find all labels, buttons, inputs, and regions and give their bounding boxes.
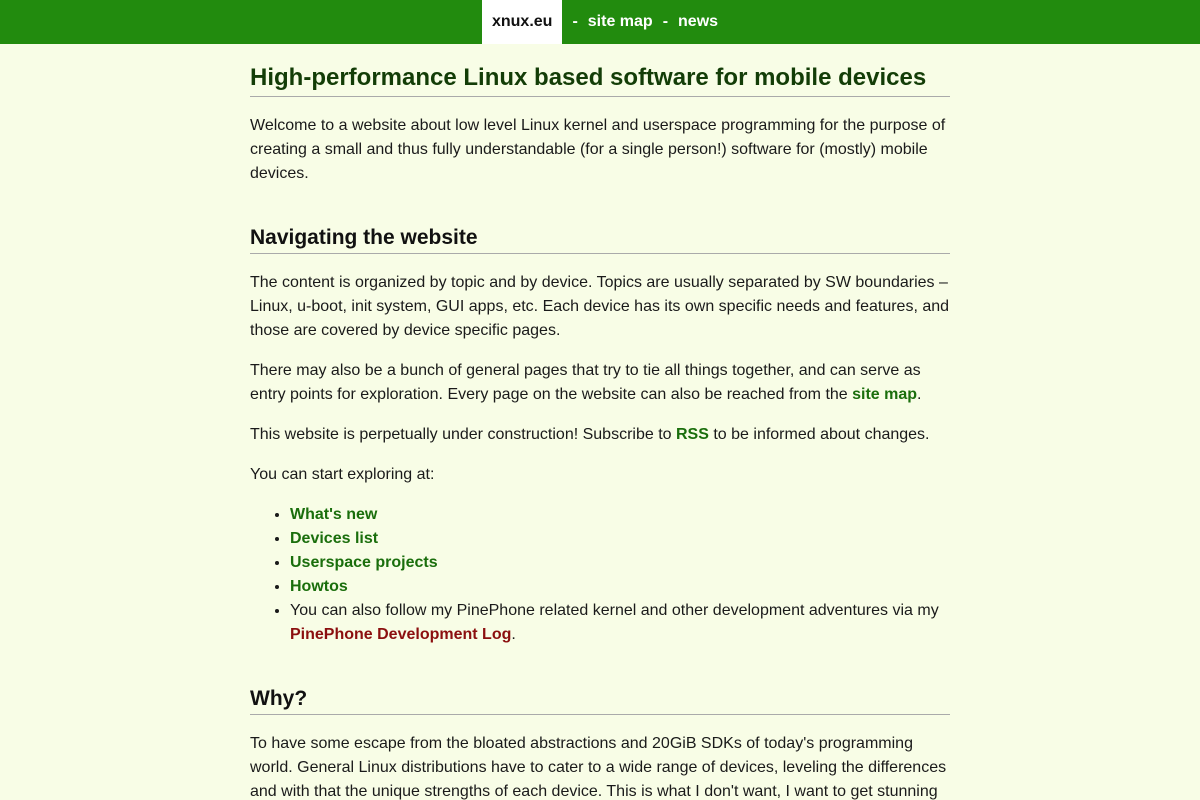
list-item: [290, 575, 950, 599]
sitemap-paragraph-text: There may also be a bunch of general pages that try to tie all things together, and can serve as entry points for exploration. Every page on the website can also be reached from the: [250, 362, 921, 403]
explore-list: [250, 503, 950, 647]
rss-paragraph: [250, 423, 950, 447]
heading-navigating: Navigating the website: [250, 225, 950, 254]
intro-paragraph: Welcome to a website about low level Linux kernel and userspace programming for the purpose of creating a small and thus fully understandable (for a single person!) software for (mostly) mobile devices.: [250, 117, 946, 182]
whats-new-link[interactable]: What's new: [290, 506, 378, 523]
rss-paragraph-end: to be informed about changes.: [708, 426, 930, 443]
heading-why: Why?: [250, 686, 950, 715]
sitemap-paragraph: [250, 359, 950, 407]
why-paragraph: To have some escape from the bloated abstractions and 20GiB SDKs of today's programming world. General Linux distributions have to cater to a wide range of devices, leveling the differences and with that the unique strengths of each device. This is what I don't want, I want to get stunning: [250, 735, 947, 800]
news-link[interactable]: news: [678, 13, 719, 30]
howtos-link[interactable]: Howtos: [290, 578, 348, 595]
site-map-link[interactable]: site map: [587, 13, 653, 30]
devices-list-link[interactable]: Devices list: [290, 530, 379, 547]
list-item: [290, 599, 950, 647]
userspace-projects-link[interactable]: Userspace projects: [290, 554, 438, 571]
pinephone-devlog-link[interactable]: PinePhone Development Log: [290, 626, 512, 643]
exploring-paragraph: You can start exploring at:: [250, 466, 435, 483]
list-item: [290, 503, 950, 527]
sitemap-paragraph-end: .: [917, 386, 922, 403]
page-title: High-performance Linux based software for mobile devices: [250, 64, 950, 97]
nav-separator: -: [572, 13, 578, 30]
navigating-paragraph: The content is organized by topic and by device. Topics are usually separated by SW boundaries – Linux, u-boot, init system, GUI apps, etc. Each device has its own specific needs and features, and those are covered by device specific pages.: [250, 274, 950, 339]
devlog-item-text: You can also follow my PinePhone related kernel and other development adventures via my: [290, 602, 939, 619]
list-item: [290, 551, 950, 575]
top-nav-bar: [0, 0, 1200, 44]
home-link[interactable]: xnux.eu: [482, 0, 562, 44]
devlog-item-end: .: [511, 626, 516, 643]
rss-paragraph-text: This website is perpetually under construction! Subscribe to: [250, 426, 676, 443]
list-item: [290, 527, 950, 551]
rss-link[interactable]: RSS: [676, 426, 709, 443]
main-content: [250, 44, 950, 800]
site-map-inline-link[interactable]: site map: [852, 386, 918, 403]
nav-separator: -: [662, 13, 669, 30]
